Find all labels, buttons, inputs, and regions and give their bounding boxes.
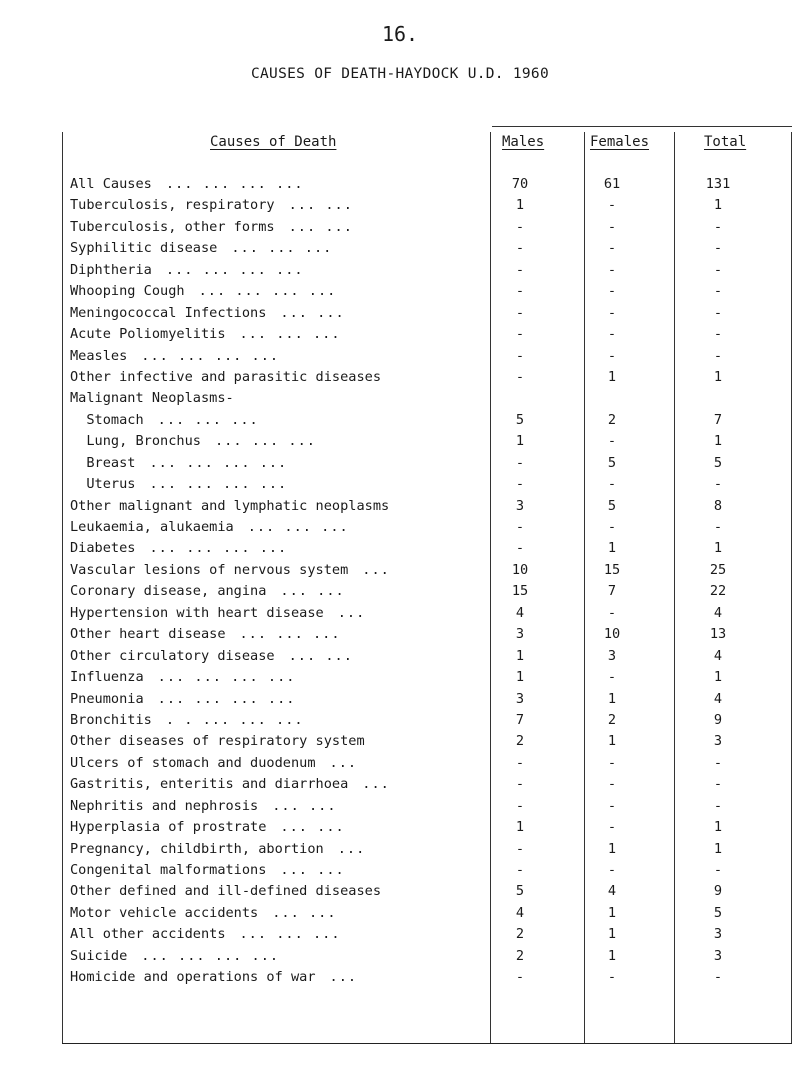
cause-label [70, 581, 345, 602]
cause-label [70, 174, 304, 195]
total-value: 1 [713, 433, 723, 450]
cause-label [70, 753, 357, 774]
table-bottom-rule [62, 1043, 792, 1044]
females-value: 1 [607, 904, 617, 921]
cause-label [70, 217, 353, 238]
total-value: 1 [713, 540, 723, 557]
cause-text: Acute Poliomyelitis [70, 326, 226, 343]
table-top-rule [492, 126, 792, 127]
females-value: 3 [607, 647, 617, 664]
females-value: - [607, 776, 617, 793]
cause-text: Malignant Neoplasms- [70, 390, 234, 407]
females-value: - [607, 261, 617, 278]
table-row [62, 496, 792, 517]
leader-dots: ... ... [280, 583, 345, 600]
table-row [62, 667, 792, 688]
cause-text: Gastritis, enteritis and diarrhoea [70, 776, 349, 793]
males-value: 2 [515, 733, 525, 750]
leader-dots: ... ... ... [239, 626, 341, 643]
cause-text: Measles [70, 347, 128, 364]
cause-label [70, 860, 345, 881]
males-value: 10 [511, 561, 529, 578]
females-value: 1 [607, 733, 617, 750]
females-value: 1 [607, 840, 617, 857]
cause-text: Tuberculosis, respiratory [70, 197, 275, 214]
table-row [62, 217, 792, 238]
total-value: 1 [713, 669, 723, 686]
cause-label [70, 817, 345, 838]
females-value: - [607, 862, 617, 878]
leader-dots: ... ... ... ... [141, 347, 280, 364]
females-value: - [607, 433, 617, 450]
leader-dots: ... ... ... ... [149, 476, 288, 493]
cause-label [70, 346, 279, 367]
table-row [62, 410, 792, 431]
leader-dots: . . ... ... ... [165, 711, 304, 728]
table-row [62, 924, 792, 945]
cause-text: All Causes [70, 176, 152, 192]
cause-label [70, 410, 259, 431]
leader-dots: ... [337, 604, 366, 621]
leader-dots: ... ... [288, 197, 353, 214]
cause-text: Other diseases of respiratory system [70, 733, 365, 750]
leader-dots: ... ... ... ... [198, 283, 337, 300]
cause-label [70, 560, 390, 581]
leader-dots: ... ... ... ... [149, 454, 288, 471]
total-value: - [713, 519, 723, 535]
table-row [62, 324, 792, 345]
leader-dots: ... ... ... ... [149, 540, 288, 557]
females-value: 5 [607, 454, 617, 471]
cause-label [70, 667, 295, 688]
leader-dots: ... ... ... [239, 326, 341, 343]
table-row [62, 796, 792, 817]
total-value: 4 [713, 690, 723, 707]
females-value: - [607, 819, 617, 836]
page-number: 16. [381, 22, 419, 46]
cause-text: Ulcers of stomach and duodenum [70, 754, 316, 771]
table-body [62, 174, 792, 989]
cause-label [70, 903, 337, 924]
leader-dots: ... ... ... [157, 411, 259, 428]
leader-dots: ... [329, 969, 358, 986]
females-value: 1 [607, 540, 617, 557]
females-value: - [607, 218, 617, 235]
males-value: - [515, 283, 525, 300]
cause-text: Other circulatory disease [70, 647, 275, 664]
males-value: 15 [511, 583, 529, 600]
cause-text: Other malignant and lymphatic neoplasms [70, 497, 390, 514]
cause-text: Other defined and ill-defined diseases [70, 883, 381, 900]
leader-dots: ... ... ... ... [157, 669, 296, 686]
cause-label [70, 603, 365, 624]
table-row [62, 581, 792, 602]
males-value: - [515, 476, 525, 493]
total-value: - [713, 283, 723, 300]
females-value: - [607, 304, 617, 321]
total-value: 1 [713, 197, 723, 214]
table-row [62, 388, 792, 409]
males-value: - [515, 754, 525, 771]
table-row [62, 560, 792, 581]
cause-label [70, 388, 248, 409]
cause-text: Coronary disease, angina [70, 583, 267, 600]
cause-text: Influenza [70, 669, 144, 686]
cause-label [70, 367, 395, 388]
table-row [62, 646, 792, 667]
males-value: - [515, 261, 525, 278]
cause-label [70, 624, 341, 645]
total-value: 25 [709, 561, 727, 578]
total-value: - [713, 862, 723, 878]
cause-label [70, 453, 287, 474]
cause-label [70, 260, 304, 281]
females-value: 1 [607, 947, 617, 964]
table-row [62, 946, 792, 967]
leader-dots: ... ... ... ... [157, 690, 296, 707]
cause-label [70, 474, 287, 495]
males-value: - [515, 326, 525, 343]
total-value: - [713, 776, 723, 793]
leader-dots: ... ... ... [231, 240, 333, 257]
table-row [62, 753, 792, 774]
table-row [62, 860, 792, 881]
total-value: 22 [709, 583, 727, 600]
males-value: 4 [515, 604, 525, 621]
leader-dots: ... ... ... ... [141, 947, 280, 964]
females-value: 61 [603, 176, 621, 192]
females-value: - [607, 754, 617, 771]
cause-text: Leukaemia, alukaemia [70, 519, 234, 535]
cause-label [70, 731, 379, 752]
leader-dots: ... ... ... [214, 433, 316, 450]
total-value: 1 [713, 368, 723, 385]
males-value: - [515, 454, 525, 471]
header-females: Females [590, 134, 650, 150]
total-value: - [713, 218, 723, 235]
cause-label [70, 689, 295, 710]
total-value: 131 [705, 176, 731, 192]
females-value: - [607, 797, 617, 814]
males-value: 1 [515, 647, 525, 664]
cause-label [70, 238, 332, 259]
cause-label [70, 538, 287, 559]
cause-label [70, 967, 357, 988]
males-value: - [515, 347, 525, 364]
leader-dots: ... ... [288, 647, 353, 664]
females-value: - [607, 240, 617, 257]
cause-text: Diabetes [70, 540, 136, 557]
females-value: 7 [607, 583, 617, 600]
males-value: 1 [515, 197, 525, 214]
total-value: 9 [713, 883, 723, 900]
females-value: - [607, 283, 617, 300]
cause-text: Hyperplasia of prostrate [70, 819, 267, 836]
table-row [62, 967, 792, 988]
table-row [62, 624, 792, 645]
total-value: - [713, 261, 723, 278]
table-row [62, 367, 792, 388]
males-value: - [515, 218, 525, 235]
total-value: 5 [713, 904, 723, 921]
cause-label [70, 195, 353, 216]
table-row [62, 903, 792, 924]
females-value: 4 [607, 883, 617, 900]
males-value: 70 [511, 176, 529, 192]
total-value: - [713, 304, 723, 321]
cause-label [70, 431, 316, 452]
total-value: 3 [713, 947, 723, 964]
total-value: 4 [713, 604, 723, 621]
cause-text: Lung, Bronchus [70, 433, 201, 450]
cause-text: Vascular lesions of nervous system [70, 561, 349, 578]
males-value: 2 [515, 947, 525, 964]
males-value: - [515, 368, 525, 385]
total-value: 4 [713, 647, 723, 664]
total-value: - [713, 326, 723, 343]
females-value: 1 [607, 926, 617, 943]
table-row [62, 881, 792, 902]
cause-text: Nephritis and nephrosis [70, 797, 259, 814]
causes-of-death-table [62, 124, 792, 1064]
cause-text: Other infective and parasitic diseases [70, 368, 381, 385]
cause-label [70, 796, 337, 817]
cause-label [70, 517, 349, 538]
table-row [62, 238, 792, 259]
table-row [62, 603, 792, 624]
cause-label [70, 303, 345, 324]
table-row [62, 774, 792, 795]
total-value: 1 [713, 840, 723, 857]
table-row [62, 689, 792, 710]
table-row [62, 281, 792, 302]
total-value: 5 [713, 454, 723, 471]
total-value: - [713, 347, 723, 364]
leader-dots: ... ... [280, 862, 345, 878]
table-row [62, 431, 792, 452]
cause-label [70, 324, 341, 345]
females-value: 2 [607, 711, 617, 728]
cause-text: Meningococcal Infections [70, 304, 267, 321]
cause-text: Whooping Cough [70, 283, 185, 300]
males-value: 1 [515, 819, 525, 836]
leader-dots: ... [337, 840, 366, 857]
table-row [62, 346, 792, 367]
females-value: - [607, 519, 617, 535]
cause-label [70, 774, 390, 795]
leader-dots: ... ... ... [239, 926, 341, 943]
males-value: 5 [515, 883, 525, 900]
males-value: 1 [515, 433, 525, 450]
cause-text: Breast [70, 454, 136, 471]
total-value: 1 [713, 819, 723, 836]
females-value: - [607, 476, 617, 493]
males-value: - [515, 840, 525, 857]
leader-dots: ... [362, 776, 390, 793]
cause-label [70, 924, 341, 945]
table-row [62, 731, 792, 752]
total-value: 3 [713, 733, 723, 750]
cause-text: Hypertension with heart disease [70, 604, 324, 621]
table-row [62, 453, 792, 474]
table-row [62, 517, 792, 538]
cause-label [70, 646, 353, 667]
cause-text: Other heart disease [70, 626, 226, 643]
cause-text: Uterus [70, 476, 136, 493]
cause-text: Diphtheria [70, 261, 152, 278]
females-value: 1 [607, 690, 617, 707]
table-row [62, 817, 792, 838]
table-row [62, 195, 792, 216]
males-value: 4 [515, 904, 525, 921]
cause-text: Pregnancy, childbirth, abortion [70, 840, 324, 857]
cause-text: Pneumonia [70, 690, 144, 707]
leader-dots: ... ... [280, 819, 345, 836]
cause-text: All other accidents [70, 926, 226, 943]
leader-dots: ... ... [288, 218, 353, 235]
table-row [62, 710, 792, 731]
females-value: 1 [607, 368, 617, 385]
cause-text: Stomach [70, 411, 144, 428]
females-value: - [607, 326, 617, 343]
cause-label [70, 839, 365, 860]
males-value: 3 [515, 690, 525, 707]
females-value: - [607, 347, 617, 364]
cause-label [70, 496, 403, 517]
cause-text: Syphilitic disease [70, 240, 218, 257]
females-value: - [607, 969, 617, 986]
males-value: 3 [515, 626, 525, 643]
total-value: - [713, 797, 723, 814]
males-value: 5 [515, 411, 525, 428]
males-value: 3 [515, 497, 525, 514]
total-value: 13 [709, 626, 727, 643]
males-value: - [515, 776, 525, 793]
males-value: - [515, 240, 525, 257]
page-title: CAUSES OF DEATH-HAYDOCK U.D. 1960 [251, 66, 549, 82]
total-value: - [713, 969, 723, 986]
table-row [62, 174, 792, 195]
females-value: 15 [603, 561, 621, 578]
females-value: 5 [607, 497, 617, 514]
leader-dots: ... ... [272, 797, 337, 814]
males-value: - [515, 540, 525, 557]
total-value: - [713, 476, 723, 493]
cause-text: Tuberculosis, other forms [70, 218, 275, 235]
leader-dots: ... ... [280, 304, 345, 321]
cause-text: Bronchitis [70, 711, 152, 728]
leader-dots: ... ... [272, 904, 337, 921]
females-value: - [607, 197, 617, 214]
total-value: 9 [713, 711, 723, 728]
males-value: - [515, 304, 525, 321]
males-value: - [515, 519, 525, 535]
total-value: 8 [713, 497, 723, 514]
males-value: 1 [515, 669, 525, 686]
males-value: - [515, 862, 525, 878]
females-value: - [607, 604, 617, 621]
header-causes: Causes of Death [210, 134, 337, 150]
cause-label [70, 946, 279, 967]
females-value: 2 [607, 411, 617, 428]
males-value: 7 [515, 711, 525, 728]
males-value: - [515, 797, 525, 814]
header-males: Males [502, 134, 545, 150]
table-row [62, 538, 792, 559]
total-value: - [713, 754, 723, 771]
cause-text: Suicide [70, 947, 128, 964]
leader-dots: ... ... ... [247, 519, 349, 535]
header-total: Total [704, 134, 747, 150]
leader-dots: ... [329, 754, 358, 771]
leader-dots: ... [362, 561, 390, 578]
table-row [62, 303, 792, 324]
cause-label [70, 881, 395, 902]
total-value: - [713, 240, 723, 257]
leader-dots: ... ... ... ... [165, 261, 304, 278]
table-row [62, 260, 792, 281]
total-value: 7 [713, 411, 723, 428]
cause-text: Motor vehicle accidents [70, 904, 259, 921]
females-value: 10 [603, 626, 621, 643]
cause-label [70, 281, 336, 302]
cause-text: Congenital malformations [70, 862, 267, 878]
table-row [62, 839, 792, 860]
table-row [62, 474, 792, 495]
leader-dots: ... ... ... ... [165, 176, 304, 192]
cause-text: Homicide and operations of war [70, 969, 316, 986]
females-value: - [607, 669, 617, 686]
males-value: - [515, 969, 525, 986]
cause-label [70, 710, 304, 731]
males-value: 2 [515, 926, 525, 943]
total-value: 3 [713, 926, 723, 943]
